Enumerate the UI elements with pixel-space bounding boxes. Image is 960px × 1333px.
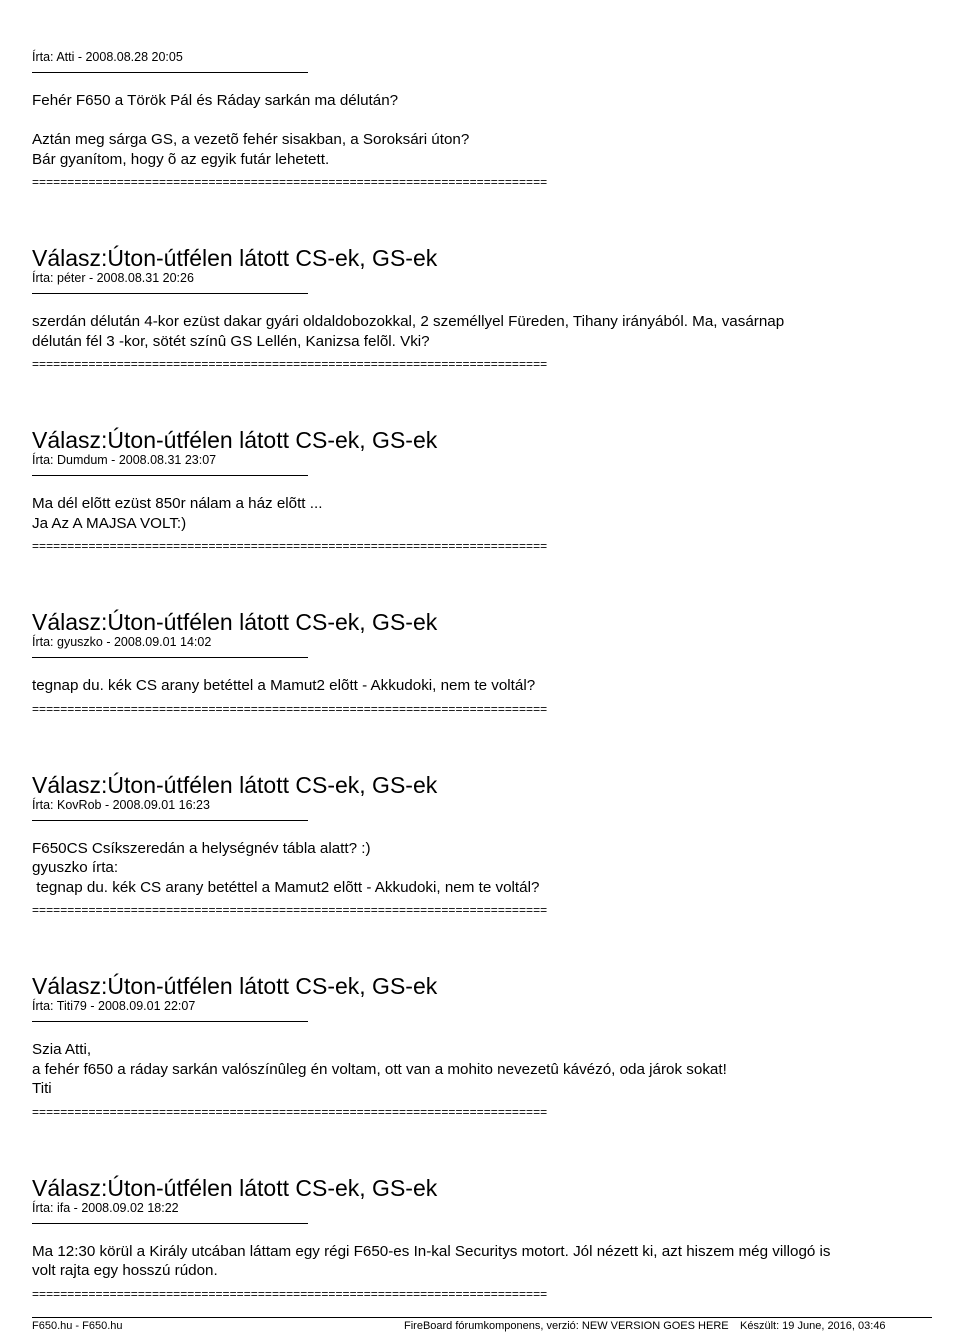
forum-thread <box>32 50 932 1301</box>
post-body-line: gyuszko írta: <box>32 859 119 876</box>
post-body-line: Szia Atti, <box>32 1041 92 1058</box>
post-separator: ========================================================================= <box>32 539 548 553</box>
footer-component: FireBoard fórumkomponens, verzió: NEW VERSION GOES HERE <box>404 1320 729 1332</box>
post-body <box>32 494 932 533</box>
footer-site: F650.hu - F650.hu <box>32 1320 123 1332</box>
post-body-line: F650CS Csíkszeredán a helységnév tábla alatt? :) <box>32 839 371 857</box>
post-body-line: Bár gyanítom, hogy õ az egyik futár lehetett. <box>32 150 330 168</box>
forum-post <box>32 245 932 371</box>
post-separator: ========================================================================= <box>32 1286 548 1301</box>
post-separator: ========================================================================= <box>32 357 548 371</box>
forum-post <box>32 1175 932 1301</box>
author-underline <box>32 72 308 73</box>
post-separator: ========================================================================= <box>32 175 548 189</box>
post-body-line <box>32 111 932 131</box>
post-body <box>32 312 932 351</box>
post-author-line: Írta: Atti - 2008.08.28 20:05 <box>32 50 183 64</box>
post-title: Válasz:Úton-útfélen látott CS-ek, GS-ek <box>32 427 438 453</box>
post-body-line: Fehér F650 a Török Pál és Ráday sarkán ma délután? <box>32 92 399 109</box>
post-body-line: délután fél 3 -kor, sötét színû GS Lellén, Kanizsa felõl. Vki? <box>32 332 430 350</box>
post-body-line: a fehér f650 a ráday sarkán valószínûleg én voltam, ott van a mohito nevezetû kávézó, oda járok sokat! <box>32 1060 727 1078</box>
post-author-line: Írta: Titi79 - 2008.09.01 22:07 <box>32 999 196 1013</box>
post-body <box>32 1242 932 1281</box>
post-author-line: Írta: Dumdum - 2008.08.31 23:07 <box>32 453 217 467</box>
footer-generated: Készült: 19 June, 2016, 03:46 <box>740 1320 886 1332</box>
post-title: Válasz:Úton-útfélen látott CS-ek, GS-ek <box>32 245 438 271</box>
post-body-line: Ma dél elõtt ezüst 850r nálam a ház elõtt ... <box>32 495 323 512</box>
forum-post <box>32 427 932 553</box>
post-body-line: Aztán meg sárga GS, a vezetõ fehér sisakban, a Soroksári úton? <box>32 131 470 148</box>
post-body-line: tegnap du. kék CS arany betéttel a Mamut2 elõtt - Akkudoki, nem te voltál? <box>32 878 540 896</box>
author-underline <box>32 475 308 476</box>
forum-post <box>32 973 932 1119</box>
post-author-line: Írta: KovRob - 2008.09.01 16:23 <box>32 797 210 812</box>
post-body-line: Titi <box>32 1080 52 1097</box>
post-author-line: Írta: péter - 2008.08.31 20:26 <box>32 271 194 285</box>
post-author-line: Írta: ifa - 2008.09.02 18:22 <box>32 1200 179 1215</box>
post-body-line: Ja Az A MAJSA VOLT:) <box>32 514 187 532</box>
post-body <box>32 91 932 169</box>
author-underline <box>32 820 308 821</box>
post-separator: ========================================================================= <box>32 903 548 917</box>
post-title: Válasz:Úton-útfélen látott CS-ek, GS-ek <box>32 1174 438 1201</box>
author-underline <box>32 657 308 658</box>
author-underline <box>32 1021 308 1022</box>
post-body <box>32 1040 932 1099</box>
post-title: Válasz:Úton-útfélen látott CS-ek, GS-ek <box>32 771 438 798</box>
post-body-line: Ma 12:30 körül a Király utcában láttam egy régi F650-es In-kal Securitys motort. Jól nézett ki, azt hiszem még villogó is <box>32 1242 831 1260</box>
post-body-line: volt rajta egy hosszú rúdon. <box>32 1262 218 1279</box>
author-underline <box>32 293 308 294</box>
post-title: Válasz:Úton-útfélen látott CS-ek, GS-ek <box>32 609 438 635</box>
post-separator: ========================================================================= <box>32 701 548 716</box>
author-underline <box>32 1223 308 1224</box>
post-author-line: Írta: gyuszko - 2008.09.01 14:02 <box>32 635 212 649</box>
post-body <box>32 839 932 898</box>
post-body-line: tegnap du. kék CS arany betéttel a Mamut2 elõtt - Akkudoki, nem te voltál? <box>32 677 536 694</box>
page-footer <box>32 1317 932 1332</box>
forum-post <box>32 50 932 189</box>
post-title: Válasz:Úton-útfélen látott CS-ek, GS-ek <box>32 973 438 999</box>
post-body <box>32 676 932 696</box>
post-body-line: szerdán délután 4-kor ezüst dakar gyári oldaldobozokkal, 2 személlyel Füreden, Tihany irányából. Ma, vasárnap <box>32 313 785 330</box>
post-separator: ========================================================================= <box>32 1104 548 1119</box>
forum-post <box>32 609 932 716</box>
forum-post <box>32 772 932 918</box>
